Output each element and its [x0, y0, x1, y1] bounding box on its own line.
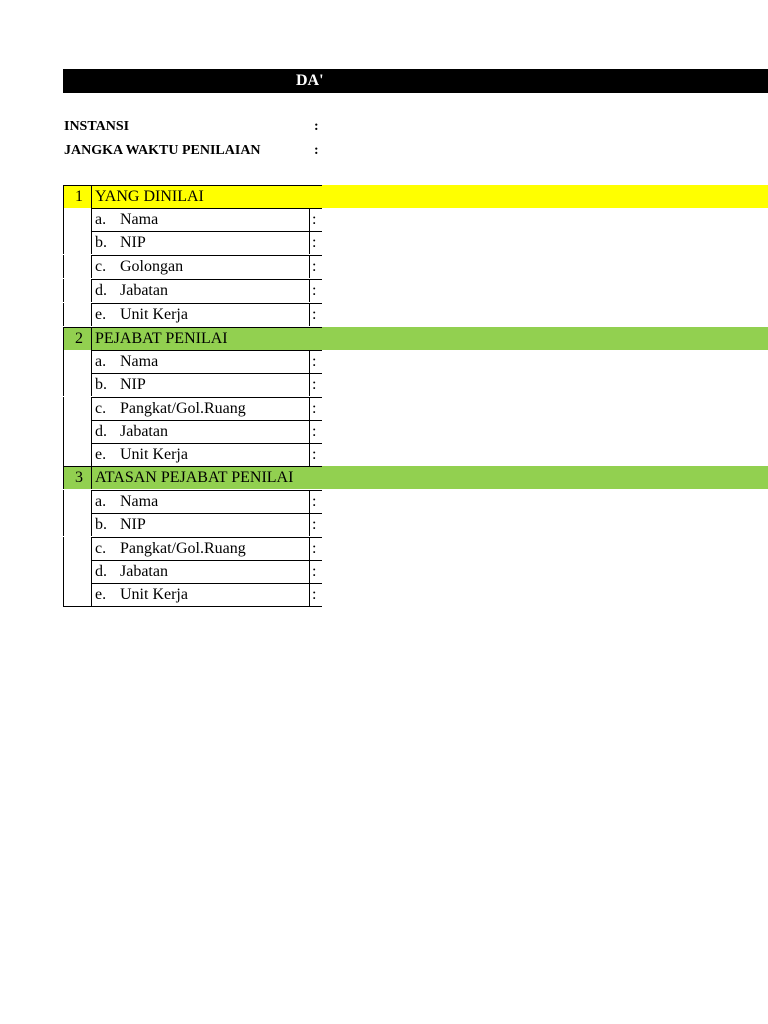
table-row [0, 231, 768, 254]
field-value-cell[interactable]: : [310, 255, 322, 278]
field-value-cell[interactable]: : [310, 231, 322, 254]
meta-colon-instansi: : [314, 119, 319, 134]
field-value-cell[interactable]: : [310, 583, 322, 606]
item-label: NIP [120, 376, 146, 393]
field-value-cell[interactable]: : [310, 513, 322, 536]
item-letter: a. [95, 211, 107, 228]
item-label: Nama [120, 353, 159, 370]
item-letter: b. [95, 376, 107, 393]
table-row [0, 490, 768, 513]
item-label: Unit Kerja [120, 446, 188, 463]
field-value-cell[interactable]: : [310, 208, 322, 231]
field-value-cell[interactable]: : [310, 303, 322, 326]
section-number: 2 [63, 327, 92, 350]
item-label: Nama [120, 493, 159, 510]
field-value-cell[interactable]: : [310, 537, 322, 560]
document-title: DA' [296, 72, 324, 89]
field-label-cell [92, 350, 310, 373]
table-row [0, 560, 768, 583]
section-header [0, 466, 768, 489]
table-row [0, 420, 768, 443]
item-label: Golongan [120, 258, 184, 275]
item-letter: e. [95, 446, 107, 463]
table-row [0, 279, 768, 302]
item-label: NIP [120, 516, 146, 533]
item-label: Jabatan [120, 563, 168, 580]
item-label: Jabatan [120, 423, 168, 440]
table-bottom-border [63, 606, 322, 607]
item-label: NIP [120, 234, 146, 251]
table-row [0, 443, 768, 466]
meta-label-jangka-waktu: JANGKA WAKTU PENILAIAN [64, 143, 261, 158]
item-label: Pangkat/Gol.Ruang [120, 400, 246, 417]
field-label-cell [92, 560, 310, 583]
table-row [0, 303, 768, 326]
table-row [0, 350, 768, 373]
document-title-bar [63, 69, 768, 93]
item-letter: b. [95, 234, 107, 251]
field-label-cell [92, 397, 310, 420]
section-number: 1 [63, 185, 92, 208]
section-header [0, 327, 768, 350]
field-label-cell [92, 303, 310, 326]
item-letter: e. [95, 586, 107, 603]
field-label-cell [92, 231, 310, 254]
item-letter: c. [95, 400, 107, 417]
meta-colon-jangka-waktu: : [314, 143, 319, 158]
item-label: Unit Kerja [120, 586, 188, 603]
table-row [0, 397, 768, 420]
section-label: YANG DINILAI [92, 185, 322, 208]
item-label: Pangkat/Gol.Ruang [120, 540, 246, 557]
field-value-cell[interactable]: : [310, 560, 322, 583]
field-label-cell [92, 279, 310, 302]
field-value-cell[interactable]: : [310, 397, 322, 420]
field-label-cell [92, 255, 310, 278]
field-label-cell [92, 537, 310, 560]
table-row [0, 513, 768, 536]
field-label-cell [92, 513, 310, 536]
table-row [0, 208, 768, 231]
item-label: Unit Kerja [120, 306, 188, 323]
item-letter: d. [95, 423, 107, 440]
item-letter: c. [95, 258, 107, 275]
field-value-cell[interactable]: : [310, 420, 322, 443]
section-number: 3 [63, 466, 92, 489]
section-header [0, 185, 768, 208]
field-value-cell[interactable]: : [310, 373, 322, 396]
table-row [0, 255, 768, 278]
item-letter: d. [95, 282, 107, 299]
field-label-cell [92, 420, 310, 443]
item-label: Nama [120, 211, 159, 228]
item-letter: e. [95, 306, 107, 323]
table-row [0, 583, 768, 606]
field-value-cell[interactable]: : [310, 350, 322, 373]
item-letter: a. [95, 353, 107, 370]
section-label: ATASAN PEJABAT PENILAI [92, 466, 322, 489]
field-label-cell [92, 373, 310, 396]
field-label-cell [92, 443, 310, 466]
section-label: PEJABAT PENILAI [92, 327, 322, 350]
field-label-cell [92, 208, 310, 231]
item-letter: b. [95, 516, 107, 533]
field-value-cell[interactable]: : [310, 490, 322, 513]
table-row [0, 537, 768, 560]
field-value-cell[interactable]: : [310, 279, 322, 302]
item-label: Jabatan [120, 282, 168, 299]
field-label-cell [92, 490, 310, 513]
item-letter: d. [95, 563, 107, 580]
meta-label-instansi: INSTANSI [64, 119, 130, 134]
table-row [0, 373, 768, 396]
field-label-cell [92, 583, 310, 606]
field-value-cell[interactable]: : [310, 443, 322, 466]
item-letter: c. [95, 540, 107, 557]
item-letter: a. [95, 493, 107, 510]
